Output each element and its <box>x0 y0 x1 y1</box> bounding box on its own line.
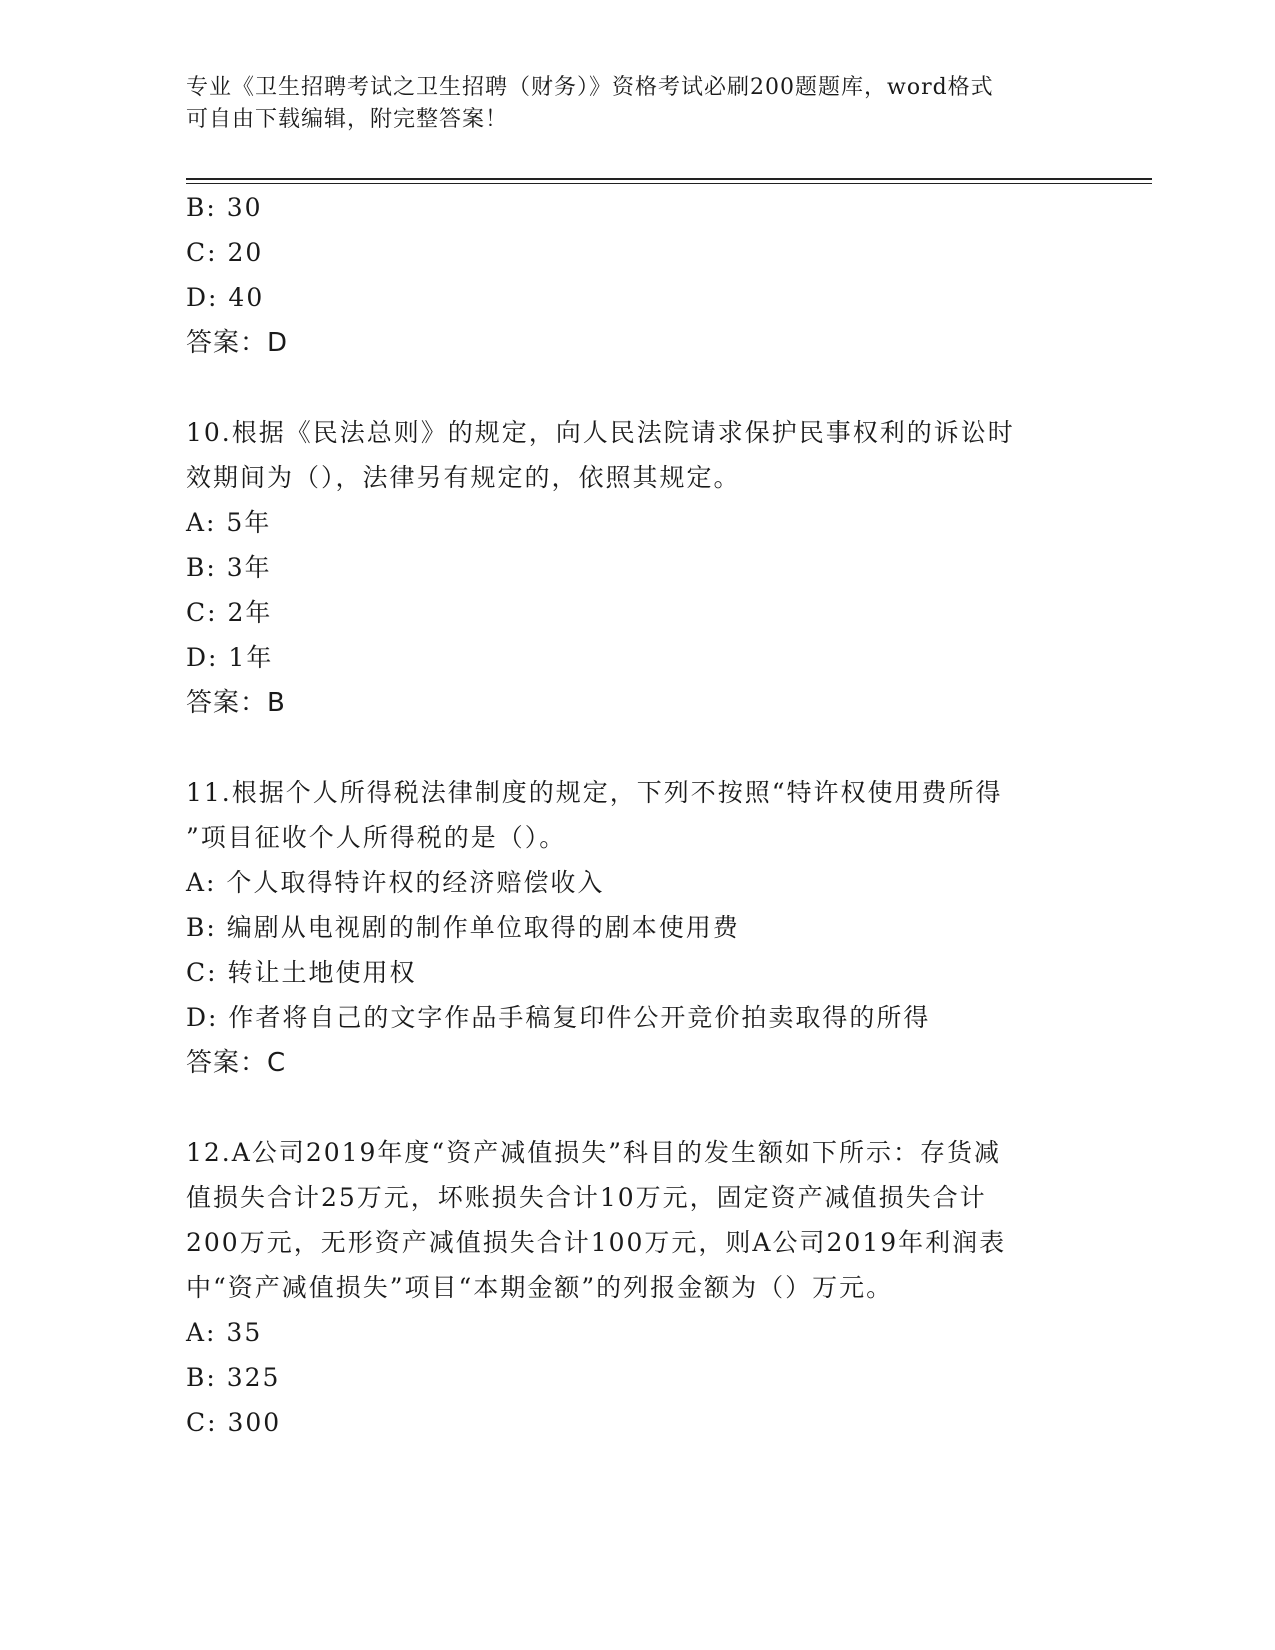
q9-option-d: D: 40 <box>186 283 265 312</box>
q10-option-c: C: 2年 <box>186 598 273 627</box>
q11-option-b: B: 编剧从电视剧的制作单位取得的剧本使用费 <box>186 913 740 942</box>
q10-stem-line-1: 10.根据《民法总则》的规定，向人民法院请求保护民事权利的诉讼时 <box>186 418 1015 447</box>
header-rule-thin <box>186 183 1152 184</box>
q11-option-a: A: 个人取得特许权的经济赔偿收入 <box>186 868 605 897</box>
q11-stem-line-1: 11.根据个人所得税法律制度的规定，下列不按照“特许权使用费所得 <box>186 778 1003 807</box>
q10-stem-line-2: 效期间为（），法律另有规定的，依照其规定。 <box>186 463 741 492</box>
q11-stem-line-2: ”项目征收个人所得税的是（）。 <box>186 823 567 852</box>
q10-option-a: A: 5年 <box>186 508 272 537</box>
q12-option-a: A: 35 <box>186 1318 263 1347</box>
q9-answer: 答案：D <box>186 328 289 358</box>
header-rule-thick <box>186 178 1152 180</box>
document-header <box>186 72 1066 136</box>
q12-stem-line-4: 中“资产减值损失”项目“本期金额”的列报金额为（）万元。 <box>186 1273 894 1302</box>
q9-option-b: B: 30 <box>186 193 263 222</box>
q10-option-d: D: 1年 <box>186 643 274 672</box>
q10-option-b: B: 3年 <box>186 553 272 582</box>
q9-option-c: C: 20 <box>186 238 264 267</box>
header-line-2: 可自由下载编辑，附完整答案！ <box>186 107 509 132</box>
q12-option-c: C: 300 <box>186 1408 282 1437</box>
q12-stem-line-3: 200万元，无形资产减值损失合计100万元，则A公司2019年利润表 <box>186 1228 1007 1257</box>
q12-option-b: B: 325 <box>186 1363 281 1392</box>
q10-answer: 答案：B <box>186 688 286 718</box>
header-line-1: 专业《卫生招聘考试之卫生招聘（财务）》资格考试必刷200题题库，word格式 <box>186 75 994 100</box>
q11-option-d: D: 作者将自己的文字作品手稿复印件公开竞价拍卖取得的所得 <box>186 1003 931 1032</box>
q11-answer: 答案：C <box>186 1048 287 1078</box>
q12-stem-line-2: 值损失合计25万元，坏账损失合计10万元，固定资产减值损失合计 <box>186 1183 987 1212</box>
q11-option-c: C: 转让土地使用权 <box>186 958 417 987</box>
q12-stem-line-1: 12.A公司2019年度“资产减值损失”科目的发生额如下所示：存货减 <box>186 1138 1001 1167</box>
